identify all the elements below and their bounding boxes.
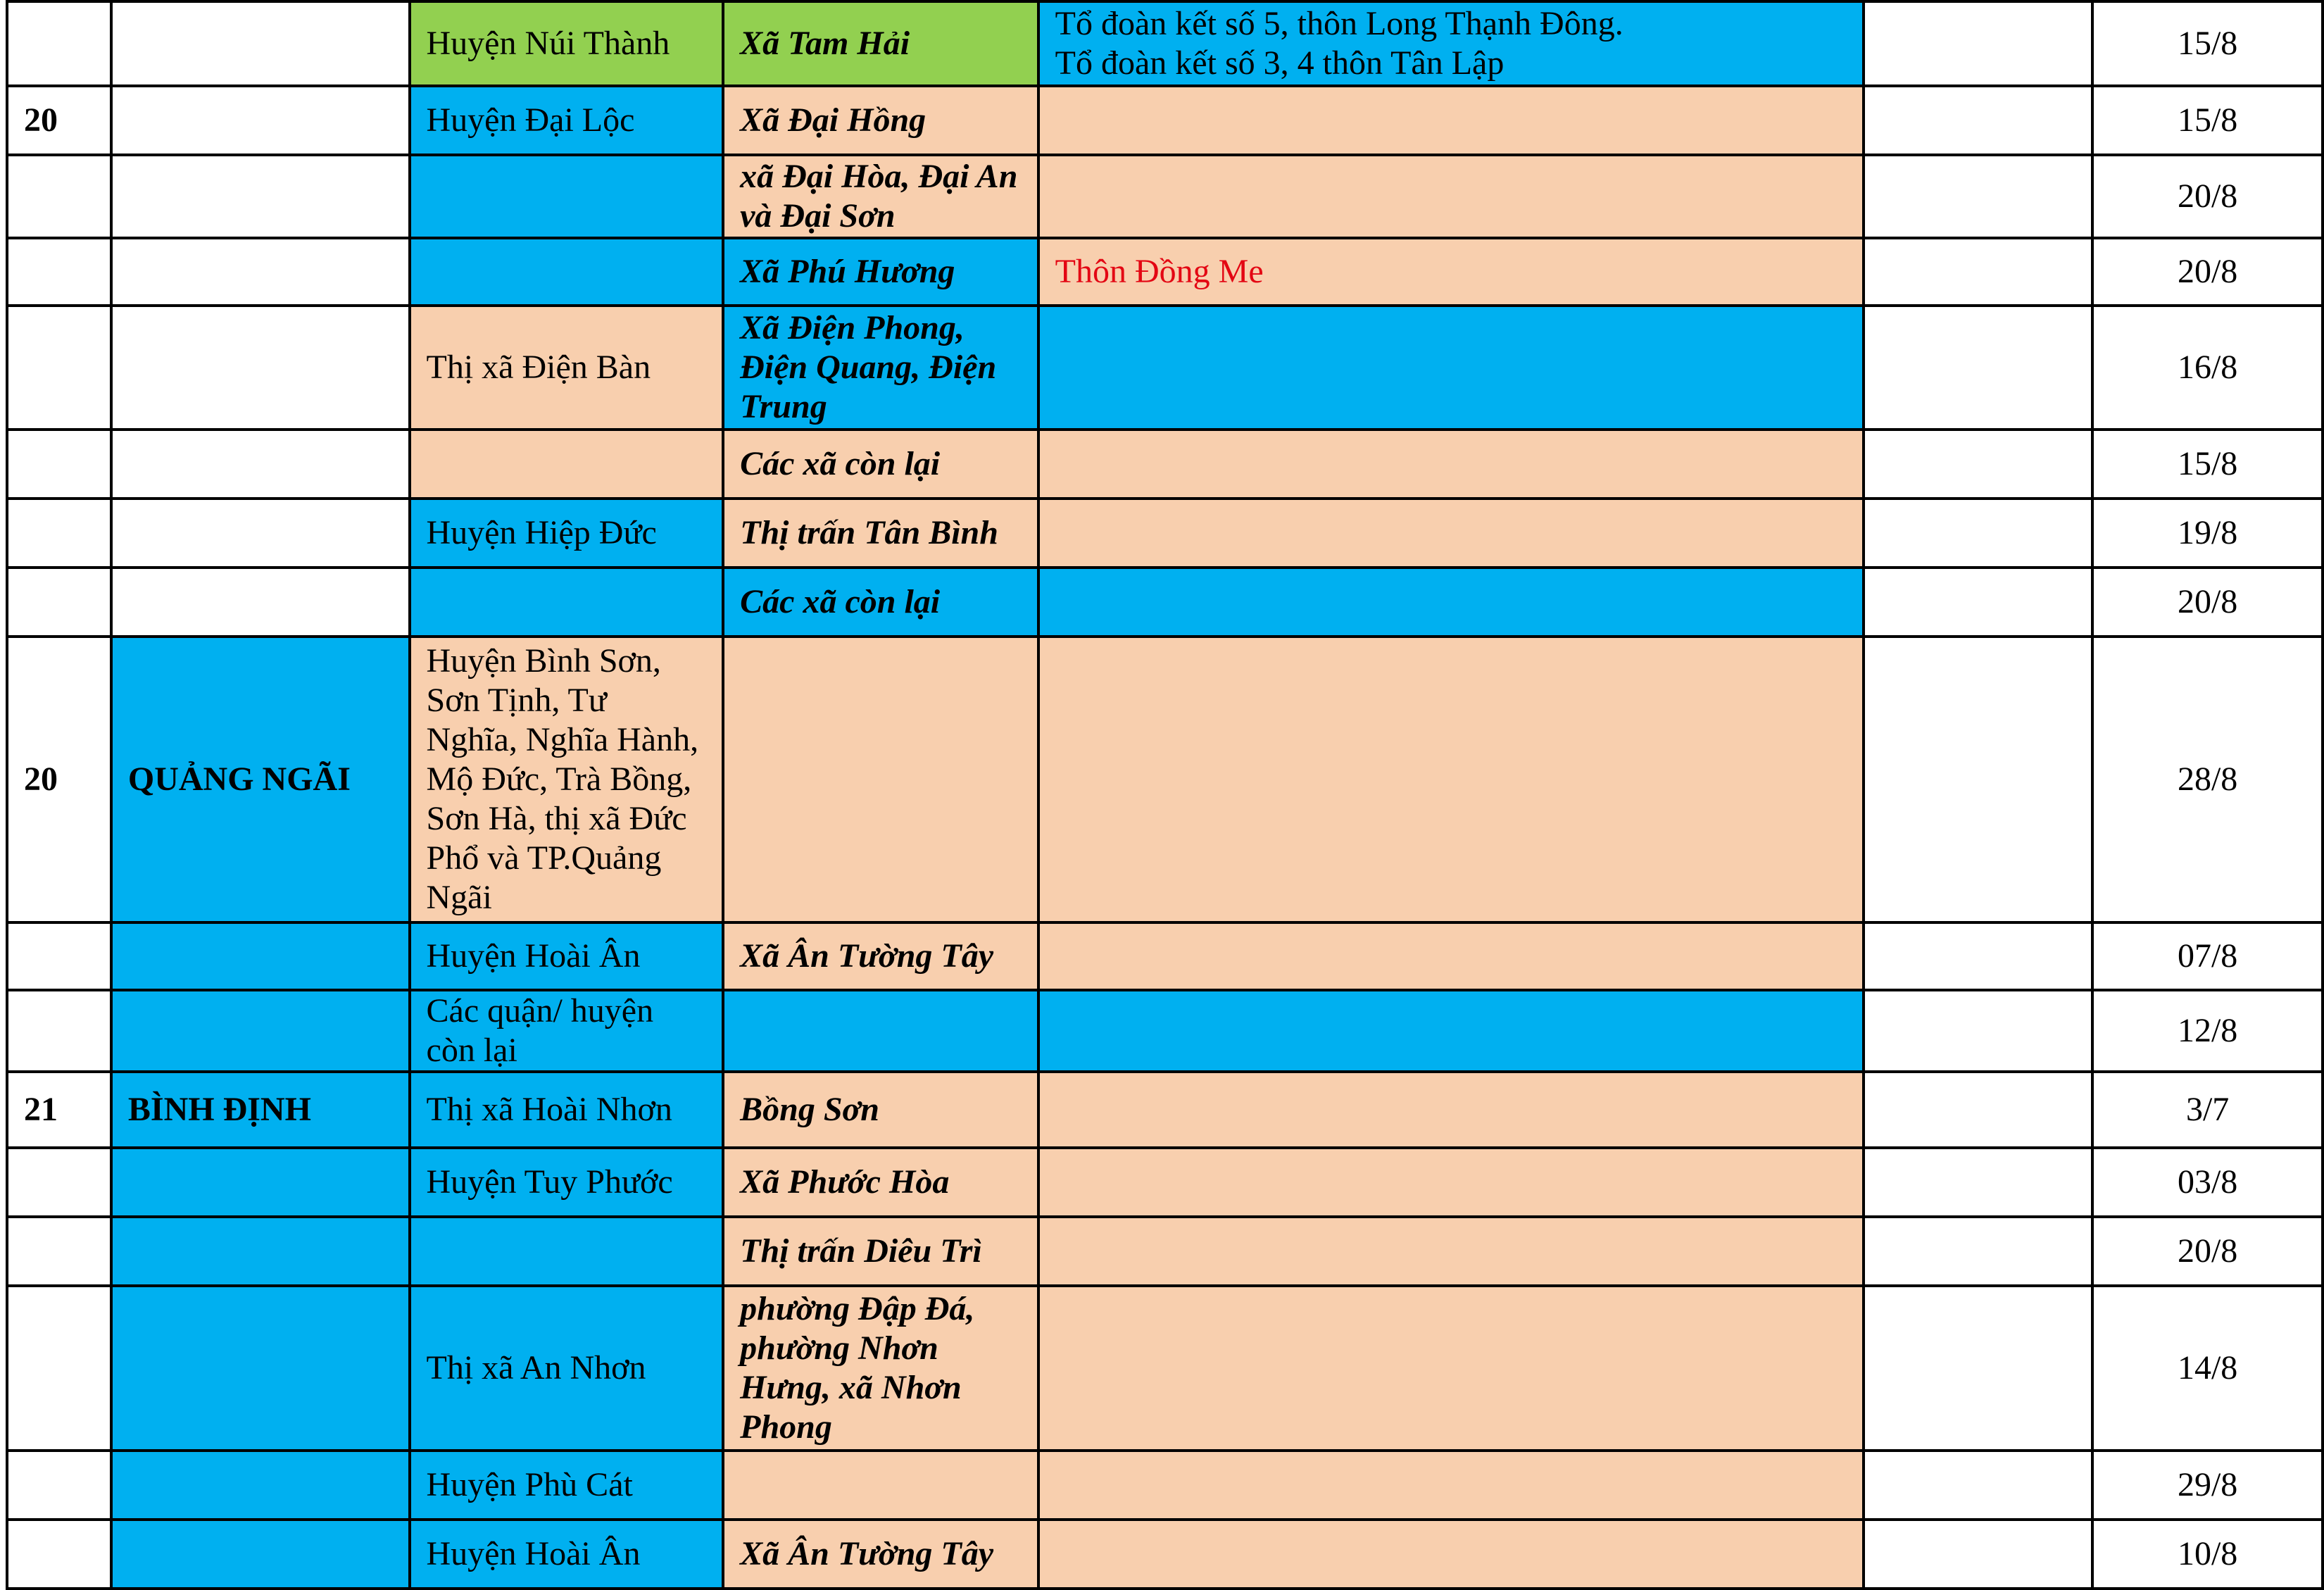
province-cell: [111, 568, 410, 637]
commune-cell: Các xã còn lại: [723, 568, 1038, 637]
date-cell: 20/8: [2092, 1217, 2323, 1286]
table-row: [7, 306, 2323, 430]
area-text: Tổ đoàn kết số 3, 4 thôn Tân Lập: [1055, 44, 1505, 82]
stt-cell: [7, 1451, 111, 1520]
commune-cell: Thị trấn Diêu Trì: [723, 1217, 1038, 1286]
empty-cell: [1864, 568, 2092, 637]
stt-cell: [7, 430, 111, 499]
date-cell: 20/8: [2092, 568, 2323, 637]
commune-cell: Thị trấn Tân Bình: [723, 499, 1038, 568]
date-cell: 15/8: [2092, 86, 2323, 155]
district-cell: Thị xã An Nhơn: [410, 1286, 724, 1451]
district-cell: Huyện Hoài Ân: [410, 1520, 724, 1589]
empty-cell: [1864, 1148, 2092, 1217]
stt-cell: [7, 1286, 111, 1451]
table-row: [7, 1148, 2323, 1217]
district-cell: Huyện Hoài Ân: [410, 922, 724, 990]
province-cell: [111, 430, 410, 499]
empty-cell: [1864, 86, 2092, 155]
date-cell: 16/8: [2092, 306, 2323, 430]
commune-cell: xã Đại Hòa, Đại An và Đại Sơn: [723, 155, 1038, 238]
table-row: [7, 990, 2323, 1072]
empty-cell: [1864, 155, 2092, 238]
date-cell: 03/8: [2092, 1148, 2323, 1217]
district-cell: Huyện Đại Lộc: [410, 86, 724, 155]
date-cell: 20/8: [2092, 238, 2323, 306]
area-cell: [1038, 1217, 1864, 1286]
area-cell: [1038, 568, 1864, 637]
empty-cell: [1864, 922, 2092, 990]
province-cell: [111, 86, 410, 155]
date-cell: 20/8: [2092, 155, 2323, 238]
table-row: [7, 637, 2323, 922]
province-cell: [111, 1217, 410, 1286]
commune-cell: Xã Phước Hòa: [723, 1148, 1038, 1217]
date-cell: 10/8: [2092, 1520, 2323, 1589]
commune-cell: [723, 990, 1038, 1072]
stt-cell: [7, 1217, 111, 1286]
empty-cell: [1864, 430, 2092, 499]
table-row: [7, 1286, 2323, 1451]
empty-cell: [1864, 637, 2092, 922]
stt-cell: [7, 155, 111, 238]
table-row: [7, 1451, 2323, 1520]
commune-cell: [723, 637, 1038, 922]
date-cell: 14/8: [2092, 1286, 2323, 1451]
empty-cell: [1864, 1286, 2092, 1451]
stt-cell: [7, 568, 111, 637]
table-row: [7, 1520, 2323, 1589]
table-row: [7, 922, 2323, 990]
area-cell: [1038, 1451, 1864, 1520]
district-cell: Huyện Bình Sơn, Sơn Tịnh, Tư Nghĩa, Nghĩa Hành, Mộ Đức, Trà Bồng, Sơn Hà, thị xã Đức Phổ và TP.Quảng Ngãi: [410, 637, 724, 922]
table-row: [7, 568, 2323, 637]
province-cell: BÌNH ĐỊNH: [111, 1072, 410, 1148]
table-row: [7, 1, 2323, 86]
stt-cell: [7, 499, 111, 568]
area-cell: [1038, 306, 1864, 430]
stt-cell: 20: [7, 637, 111, 922]
province-cell: [111, 1520, 410, 1589]
empty-cell: [1864, 1217, 2092, 1286]
district-cell: [410, 430, 724, 499]
empty-cell: [1864, 238, 2092, 306]
area-cell: [1038, 155, 1864, 238]
date-cell: 07/8: [2092, 922, 2323, 990]
commune-cell: Xã Ân Tường Tây: [723, 922, 1038, 990]
stt-cell: 20: [7, 86, 111, 155]
district-cell: Thị xã Hoài Nhơn: [410, 1072, 724, 1148]
stt-cell: [7, 922, 111, 990]
empty-cell: [1864, 1, 2092, 86]
province-cell: [111, 238, 410, 306]
province-cell: [111, 155, 410, 238]
area-cell: [1038, 922, 1864, 990]
table-row: [7, 430, 2323, 499]
province-cell: [111, 1148, 410, 1217]
district-cell: [410, 155, 724, 238]
table-body: [7, 1, 2323, 1589]
date-cell: 28/8: [2092, 637, 2323, 922]
area-cell: [1038, 1286, 1864, 1451]
empty-cell: [1864, 990, 2092, 1072]
province-cell: [111, 1451, 410, 1520]
province-cell: [111, 922, 410, 990]
commune-cell: Bồng Sơn: [723, 1072, 1038, 1148]
empty-cell: [1864, 306, 2092, 430]
district-cell: Thị xã Điện Bàn: [410, 306, 724, 430]
district-cell: Huyện Phù Cát: [410, 1451, 724, 1520]
commune-cell: Xã Điện Phong, Điện Quang, Điện Trung: [723, 306, 1038, 430]
empty-cell: [1864, 1451, 2092, 1520]
commune-cell: Xã Tam Hải: [723, 1, 1038, 86]
stt-cell: [7, 306, 111, 430]
area-text: Thôn Đồng Me: [1055, 253, 1264, 290]
stt-cell: [7, 1, 111, 86]
empty-cell: [1864, 499, 2092, 568]
date-cell: 3/7: [2092, 1072, 2323, 1148]
district-cell: Huyện Núi Thành: [410, 1, 724, 86]
area-cell: [1038, 499, 1864, 568]
stt-cell: 21: [7, 1072, 111, 1148]
table-row: [7, 1217, 2323, 1286]
area-cell: [1038, 1, 1864, 86]
stt-cell: [7, 990, 111, 1072]
area-cell: [1038, 1148, 1864, 1217]
area-cell: [1038, 1072, 1864, 1148]
province-cell: [111, 1286, 410, 1451]
table-row: [7, 1072, 2323, 1148]
stt-cell: [7, 1148, 111, 1217]
area-text: Tổ đoàn kết số 5, thôn Long Thạnh Đông.: [1055, 5, 1623, 42]
table-row: [7, 86, 2323, 155]
province-cell: [111, 990, 410, 1072]
district-cell: Các quận/ huyện còn lại: [410, 990, 724, 1072]
date-cell: 15/8: [2092, 1, 2323, 86]
schedule-table: [6, 0, 2324, 1590]
commune-cell: Các xã còn lại: [723, 430, 1038, 499]
district-cell: [410, 1217, 724, 1286]
province-cell: [111, 306, 410, 430]
commune-cell: Xã Ân Tường Tây: [723, 1520, 1038, 1589]
date-cell: 15/8: [2092, 430, 2323, 499]
date-cell: 19/8: [2092, 499, 2323, 568]
district-cell: [410, 568, 724, 637]
commune-cell: Xã Đại Hồng: [723, 86, 1038, 155]
district-cell: [410, 238, 724, 306]
commune-cell: phường Đập Đá, phường Nhơn Hưng, xã Nhơn Phong: [723, 1286, 1038, 1451]
area-cell: [1038, 1520, 1864, 1589]
commune-cell: [723, 1451, 1038, 1520]
area-cell: [1038, 430, 1864, 499]
area-cell: [1038, 637, 1864, 922]
province-cell: [111, 499, 410, 568]
date-cell: 29/8: [2092, 1451, 2323, 1520]
stt-cell: [7, 1520, 111, 1589]
empty-cell: [1864, 1072, 2092, 1148]
area-cell: [1038, 86, 1864, 155]
table-row: [7, 238, 2323, 306]
district-cell: Huyện Hiệp Đức: [410, 499, 724, 568]
area-cell: [1038, 990, 1864, 1072]
empty-cell: [1864, 1520, 2092, 1589]
table-row: [7, 499, 2323, 568]
commune-cell: Xã Phú Hương: [723, 238, 1038, 306]
table-row: [7, 155, 2323, 238]
stt-cell: [7, 238, 111, 306]
district-cell: Huyện Tuy Phước: [410, 1148, 724, 1217]
province-cell: [111, 1, 410, 86]
province-cell: QUẢNG NGÃI: [111, 637, 410, 922]
area-cell: [1038, 238, 1864, 306]
date-cell: 12/8: [2092, 990, 2323, 1072]
